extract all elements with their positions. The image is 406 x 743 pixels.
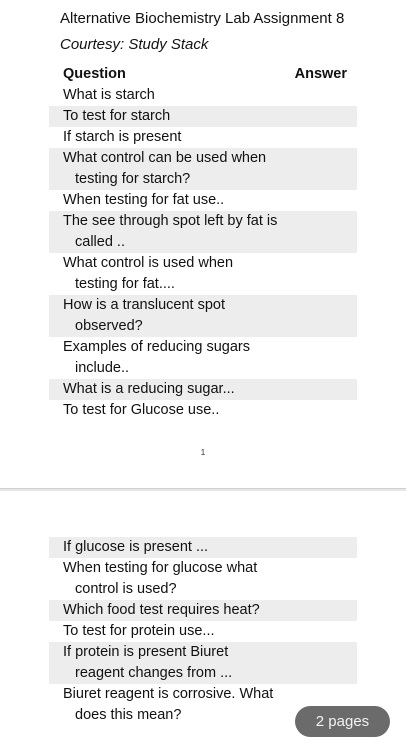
question-line-2: reagent changes from ... xyxy=(75,665,233,681)
question-line-1: To test for protein use... xyxy=(63,623,215,639)
document-title: Alternative Biochemistry Lab Assignment 8 xyxy=(60,10,345,27)
question-line-1: When testing for fat use.. xyxy=(63,192,225,208)
question-text xyxy=(63,684,283,726)
table-row xyxy=(49,190,357,211)
question-text xyxy=(63,400,283,421)
question-text xyxy=(63,600,283,621)
table-row xyxy=(49,337,357,379)
question-line-1: Examples of reducing sugars xyxy=(63,339,250,355)
question-text xyxy=(63,253,283,295)
question-table-page-1 xyxy=(49,85,357,421)
table-row xyxy=(49,85,357,106)
table-header xyxy=(49,64,357,85)
question-line-2: testing for fat.... xyxy=(75,276,175,292)
question-column-header: Question xyxy=(63,66,126,82)
table-row xyxy=(49,379,357,400)
question-line-1: If glucose is present ... xyxy=(63,539,209,555)
answer-column-header: Answer xyxy=(294,66,347,82)
question-line-2: testing for starch? xyxy=(75,171,191,187)
question-line-1: The see through spot left by fat is xyxy=(63,213,278,229)
question-line-1: If starch is present xyxy=(63,129,182,145)
table-row xyxy=(49,558,357,600)
question-line-1: What is starch xyxy=(63,87,155,103)
question-line-1: Biuret reagent is corrosive. What xyxy=(63,686,274,702)
question-line-1: To test for starch xyxy=(63,108,171,124)
question-text xyxy=(63,295,283,337)
question-line-1: Which food test requires heat? xyxy=(63,602,260,618)
question-line-2: called .. xyxy=(75,234,125,250)
question-table-page-2 xyxy=(49,537,357,726)
question-text xyxy=(63,642,283,684)
question-line-1: What control can be used when xyxy=(63,150,267,166)
question-line-1: To test for Glucose use.. xyxy=(63,402,220,418)
page-number: 1 xyxy=(200,448,206,457)
question-line-2: include.. xyxy=(75,360,130,376)
table-row xyxy=(49,148,357,190)
question-text xyxy=(63,106,283,127)
table-row xyxy=(49,600,357,621)
question-line-2: observed? xyxy=(75,318,143,334)
question-text xyxy=(63,127,283,148)
table-row xyxy=(49,400,357,421)
question-line-1: What is a reducing sugar... xyxy=(63,381,235,397)
question-text xyxy=(63,621,283,642)
question-line-2: does this mean? xyxy=(75,707,182,723)
question-text xyxy=(63,148,283,190)
question-text xyxy=(63,537,283,558)
question-text xyxy=(63,337,283,379)
question-line-2: control is used? xyxy=(75,581,177,597)
table-row xyxy=(49,621,357,642)
question-text xyxy=(63,379,283,400)
table-row xyxy=(49,253,357,295)
question-line-1: When testing for glucose what xyxy=(63,560,258,576)
document-subtitle: Courtesy: Study Stack xyxy=(60,36,209,53)
table-row xyxy=(49,295,357,337)
question-line-1: How is a translucent spot xyxy=(63,297,225,313)
question-text xyxy=(63,211,283,253)
table-row xyxy=(49,211,357,253)
question-text xyxy=(63,558,283,600)
page-count-badge[interactable]: 2 pages xyxy=(295,706,390,737)
question-line-1: If protein is present Biuret xyxy=(63,644,229,660)
question-text xyxy=(63,85,283,106)
question-text xyxy=(63,190,283,211)
table-row xyxy=(49,537,357,558)
table-row xyxy=(49,642,357,684)
table-row xyxy=(49,106,357,127)
question-line-1: What control is used when xyxy=(63,255,234,271)
table-row xyxy=(49,127,357,148)
